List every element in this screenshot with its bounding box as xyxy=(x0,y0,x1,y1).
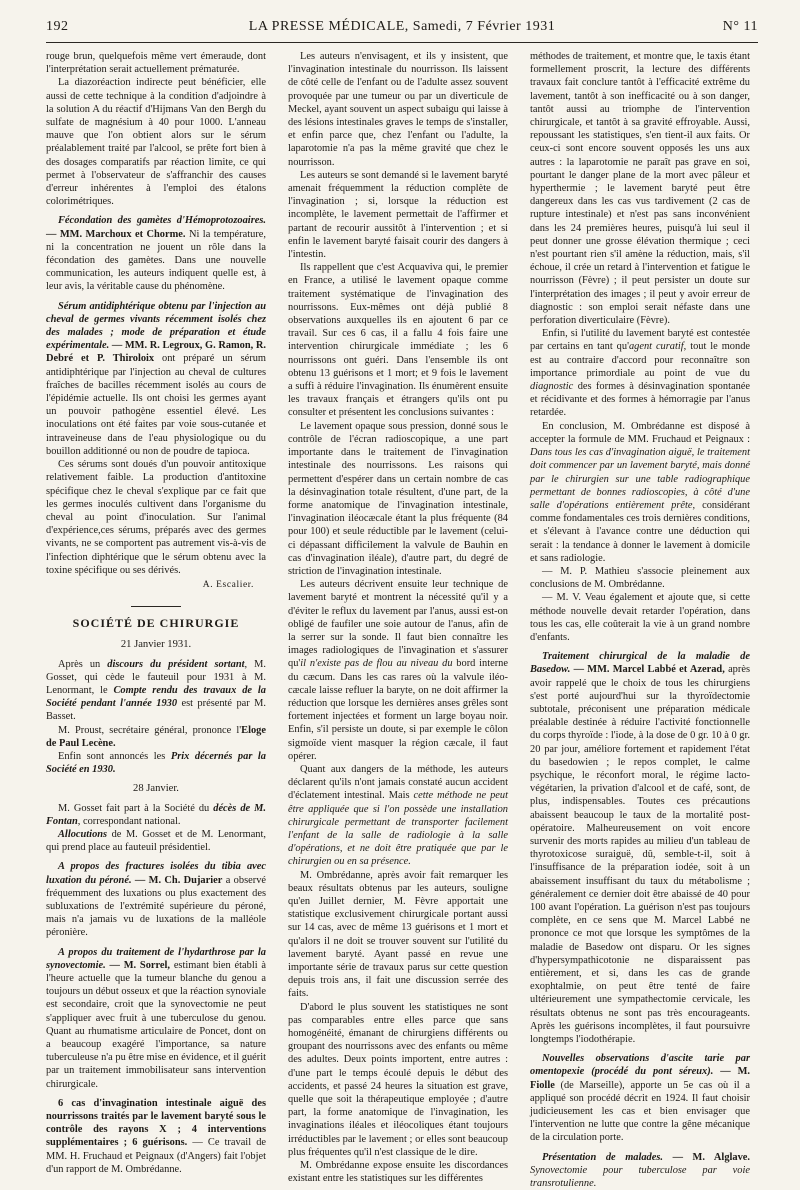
text: est présenté par M. Basset. xyxy=(46,698,266,723)
communication xyxy=(46,946,266,1091)
issue-number: N° 11 xyxy=(722,19,758,34)
paragraph: La diazoréaction indirecte peut bénéficier, elle aussi de cette technique à la condition d'adjoindre à la solution A du réactif d'Hijmans Van den Bergh du sulfate de magnésium à 40 pour 1000. L'anneau mauve que l'on obtient alors sur le sérum préalablement traité par l'alcool, se prête fort bien à des dosages comparatifs par réaction limite, ce qui permet à l'observateur de s'affranchir des causes d'erreur inhérentes à l'emploi des étalons colorimétriques. xyxy=(46,77,266,208)
paragraph: — M. V. Veau également et ajoute que, si cette méthode nouvelle devait retarder l'opération, dans tous les cas, elle coûterait la vie à un grand nombre d'enfants. xyxy=(530,592,750,643)
communication-authors: — M. Ch. Dujarier xyxy=(131,874,223,886)
communication-authors: — MM. Marchoux et Chorme. xyxy=(46,228,186,240)
column-1 xyxy=(46,50,267,1175)
paragraph: Les auteurs n'envisagent, et ils y insistent, que l'invagination intestinale du nourrisson. Ils laissent de côté celle de l'enfant ou de l'adulte assez souvent provoquée par une tumeur ou par un diverticule de Meckel, ayant souvent un aspect subaigu qui laisse à des lésions intestinales graves le temps de s'installer, et enfin parce que, chez l'enfant ou l'adulte, la laparotomie n'a pas la même gravité que chez le nourrisson. xyxy=(288,51,508,168)
paragraph xyxy=(46,658,266,724)
communication-text: estimant bien établi à l'heure actuelle que la tumeur blanche du genou a toujours un début osseux et que la réaction synoviale est secondaire, croit que la synovectomie ne peut s'appliquer avec fruit à une tuberculose du genou. Quant au rhumatisme articulaire de Poncet, dont on a beaucoup exagéré l'importance, sa nature tuberculeuse n'a pu être mise en évidence, et il guérit par un traitement immobilisateur sans intervention chirurgicale. xyxy=(46,959,266,1090)
text: considérant comme fondamentales ces trois dernières conditions, et s'élevant à l'avance contre une déduction qui serait : la tendance à donner le lavement à domicile et sans radiologie. xyxy=(530,499,750,564)
communication xyxy=(530,1151,750,1190)
paragraph xyxy=(530,420,750,565)
communication-title: A propos du traitement de l'hydarthrose par la synovectomie. xyxy=(46,946,266,971)
text: Les auteurs décrivent ensuite leur technique de lavement baryté et montrent la nécessité qu'il y a d'éviter le reflux du lavement par l'anus, aussi est-on obligé de faufiler une soie autour de l'anus, afin de la serrer sur la sonde. Il faut bien connaître les images radiologiques de l'invagination et s'assurer qu' xyxy=(288,579,508,670)
communication-text: — Ce travail de MM. H. Fruchaud et Peignaux (d'Angers) fait l'objet d'un rapport de M. Ombrédanne. xyxy=(46,1137,266,1175)
text: Quant aux dangers de la méthode, les auteurs déclarent qu'ils n'ont jamais constaté aucun accident d'éclatement intestinal. Mais xyxy=(288,763,508,802)
paragraph xyxy=(46,724,266,750)
text: Enfin, si l'utilité du lavement baryté est contestée par certains en tant qu' xyxy=(530,328,750,353)
communication-title: Sérum antidiphtérique obtenu par l'injection au cheval de germes vivants récemment isolés chez des malades ; mode de préparation et étude expérimentale. xyxy=(46,300,266,352)
text: Allocutions xyxy=(58,828,108,840)
text: Eloge de Paul Lecène. xyxy=(46,724,266,749)
paragraph: Ils rappellent que c'est Acquaviva qui, le premier en France, a utilisé le lavement opaque comme traitement systématique de l'invagination des nourrissons. Eux-mêmes ont déjà publié 8 observations auxquelles ils en ajoutent 6 par ce travail. Sur ces 6 cas, il a fallu 4 fois faire une intervention chirurgicale immédiate ; les 6 nourrissons ont guéri. Dans l'ensemble ils ont obtenu 13 guérisons et 1 mort; et 9 fois le lavement a suffi à réduire l'invagination. Ils énumèrent ensuite les travaux français et étrangers qu'ils ont pu consulter et présentent les conclusions suivantes : xyxy=(288,262,508,419)
text: , correspondant national. xyxy=(77,815,181,827)
paragraph: Les auteurs se sont demandé si le lavement baryté amenait fréquemment la réduction complète de l'invagination ; si, lorsque la réduction est incomplète, le lavement permettait de l'affirmer et partant de recourir aussitôt à l'intervention ; et si enfin le lavement baryté faisait courir des dangers à l'intestin. xyxy=(288,169,508,261)
communication-text: a observé fréquemment des luxations ou plus exactement des subluxations de l'extrémité supérieure du péroné, mais n'a jamais vu de luxations de la malléole péronière. xyxy=(46,874,266,939)
paragraph: rouge brun, quelquefois même vert émeraude, dont l'interprétation serait actuellement prématurée. xyxy=(46,51,266,76)
paragraph: M. Ombrédanne, après avoir fait remarquer les beaux résultats obtenus par les auteurs, souligne qu'en Juillet dernier, M. Fèvre apportait une statistique exclusivement chirurgicale portant aussi sur 14 cas, avec de même 13 guérisons et 1 mort et qu'alors il ne doit se trouver souvent sur l'utilité du lavement baryté. Ayant passé en revue une importante série de travaux parus sur cette question depuis trois ans, il fait une discussion serrée des faits. xyxy=(288,869,508,1000)
communication xyxy=(46,860,266,939)
communication-authors: — M. Sorrel, xyxy=(105,959,171,971)
text: Après un xyxy=(58,658,108,670)
communication xyxy=(530,650,750,1046)
page-header xyxy=(46,16,758,43)
paragraph xyxy=(530,327,750,419)
column-2 xyxy=(288,50,508,1185)
journal-title: LA PRESSE MÉDICALE, Samedi, 7 Février 1931 xyxy=(248,19,556,34)
author-signature: A. Escalier. xyxy=(202,579,254,590)
text: , tout le monde est au contraire d'accord pour reconnaître son importance primordiale au point de vue du xyxy=(530,341,750,379)
paragraph xyxy=(46,802,266,828)
text: cette méthode ne peut être appliquée que si l'on possède une installation chirurgicale permettant de transporter facilement l'enfant de la salle de radiologie à la salle d'opérations, et ne doit être pratiquée que par le chirurgien ou en sa présence. xyxy=(288,790,508,868)
paragraph: Le lavement opaque sous pression, donné sous le contrôle de l'écran radioscopique, a une part importante dans le traitement de l'invagination intestinale des nourrissons. Les raisons qui permettent d'espérer dans un certain nombre de cas la désinvagination totale résultent, d'une part, de la forme anatomique de l'invagination intestinale, l'invagination iléocæcale étant la plus fréquente (84 pour 100) et seule réductible par le lavement (celui-ci dépassant difficilement la valvule de Bauhin en cas d'invagination iléale), d'autre part, du degré de striction de l'invagination intestinale. xyxy=(288,420,508,577)
page-number: 192 xyxy=(46,19,69,34)
paragraph xyxy=(288,578,508,763)
communication xyxy=(46,300,266,458)
text: agent curatif xyxy=(628,341,684,353)
paragraph: D'abord le plus souvent les statistiques ne sont pas comparables entre elles parce que sans homogénéité, émanant de chirurgiens différents ou groupant des nourrissons avec des enfants ou même des adultes. Deux points importent, entre autres : d'une part le temps écoulé depuis le début des accidents, et passé 24 heures la situation est grave, quelle que soit la thérapeutique employée ; d'autre part, la forme anatomique de l'invagination, les invaginations iléales et iléocoliques étant toujours irréductibles par le lavement ; or elles sont beaucoup plus fréquentes qu'il n'est classique de le dire. xyxy=(288,1001,508,1158)
communication-title: Traitement chirurgical de la maladie de Basedow. xyxy=(530,651,750,676)
text: , M. Gosset, qui cède le fauteuil pour 1931 à M. Lenormant, le xyxy=(46,658,266,696)
text: il n'existe pas de flou au niveau du xyxy=(300,658,453,670)
communication-title: Nouvelles observations d'ascite tarie par omentopexie (procédé du pont séreux). xyxy=(530,1053,750,1078)
paragraph: M. Ombrédanne expose ensuite les discordances existant entre les statistiques sur les différentes xyxy=(288,1160,508,1185)
communication xyxy=(530,1052,750,1144)
communication-text: (de Marseille), apporte un 5e cas où il a appliqué son procédé décrit en 1924. Il faut choisir judicieusement les cas et bien envisager que l'intervention ne lutte que contre la gêne mécanique de la circulation porte. xyxy=(530,1079,750,1144)
paragraph xyxy=(46,828,266,854)
text: bord interne du cæcum. Dans les cas rares où la valvule iléo-cæcale laisse refluer la baryte, on ne doit affirmer la réduction que lorsque les dernières anses grêles sont fortement injectées et forment un large boyau noir. Enfin, s'il persiste un doute, si par exemple le côlon sigmoïde vient masquer la région cæcale, il faut opérer. xyxy=(288,658,508,762)
communication-title: Présentation de malades. xyxy=(542,1151,664,1163)
paragraph xyxy=(288,763,508,869)
communication-text: Ni la température, ni la concentration ne jouent un rôle dans la fécondation des gamètes. Dans une nouvelle communication, les auteurs indiquent quelle est, à leur avis, la véritable cause du phénomène. xyxy=(46,228,266,293)
communication-text: ont préparé un sérum antidiphtérique par l'injection au cheval de cultures fraîches de bacilles récemment isolés au cours de l'épidémie actuelle. Ils ont choisi les germes ayant un pouvoir pathogène essentiel élevé. Les inoculations ont été faites par voie sous-cutanée et intraveineuse dans de l'eau physiologique ou du bouillon additionné ou non de poudre de tapioca. xyxy=(46,353,266,457)
communication xyxy=(46,1097,266,1176)
paragraph: méthodes de traitement, et montre que, le taxis étant formellement proscrit, la lecture des différents travaux fait conclure tantôt à l'efficacité extrême du lavement, tantôt à son inefficacité ou à son danger, tantôt aussi au triomphe de l'intervention chirurgicale, et tantôt à sa gravité effroyable. Aussi, repoussant les statistiques, s'en tient-il aux faits. Or ceux-ci sont encore souvent opposés les uns aux autres : la laparotomie ne paraît pas grave en soi, pourtant le danger plane de la mort avec pâleur et hyperthermie ; le lavement baryté peut être dangereux dans les cas vus tardivement (2 cas de rupture intestinale) et n'est pas sans inconvénient dans les 24 premières heures, puisqu'à lui seul il peut donner une grosse élévation thermique ; ceci n'est pourtant rien s'il amène la réduction, mais, s'il échoue, il crée un retard à l'intervention et fatigue le nourrisson (Fèvre) ; il peut persister un doute sur l'interprétation des images ; il peut y avoir erreur de diagnostic : son emploi serait néfaste dans une perforation diverticulaire (Fèvre). xyxy=(530,51,750,327)
paragraph xyxy=(46,750,266,776)
paragraph: Ces sérums sont doués d'un pouvoir antitoxique relativement faible. La production d'antitoxine spécifique chez le cheval s'explique par ce fait que les germes inoculés cultivent dans l'organisme du cheval au point d'inoculation. Sur l'animal d'expérience,ces sérums, préparés avec des germes vivants, ne se comportent pas autrement vis-à-vis de l'infection diphtérique que le sérum obtenu avec la toxine spécifique ou ses dérivés. xyxy=(46,459,266,576)
paragraph: — M. P. Mathieu s'associe pleinement aux conclusions de M. Ombrédanne. xyxy=(530,565,750,591)
column-3 xyxy=(530,50,751,1190)
communication-title: A propos des fractures isolées du tibia avec luxation du péroné. xyxy=(46,861,266,886)
communication-authors: — MM. R. Legroux, G. Ramon, R. Debré et P. Thiroloix xyxy=(46,340,266,365)
communication-text: après avoir rappelé que le choix de tous les chirurgiens s'est porté aujourd'hui sur la thyroïdectomie subtotale, préconisent une préparation médicale préalable destinée à réduire l'activité fonctionnelle du corps thyroïde : l'iode, à la dose de 0 gr. 10 à 0 gr. 20 par jour, améliore fortement et rapidement l'état du basedowien ; le repos complet, le calme psychique, le réconfort moral, le régime lacto-végétarien, la privation d'alcool et de café, sont, de plus, indispensables. Toutes ces précautions abaissent beaucoup le taux de la mortalité post-opératoire. Malheureusement on voit encore survenir des morts rapides au milieu d'un tableau de thyrotoxicose suraiguë, dû, semble-t-il, soit à l'insuffisance de la préparation iodée, soit à un abaissement insuffisant du taux du métabolisme ; généralement ce dernier doit être abaissé de 40 pour 100 avant l'opération. La guérison n'est pas toujours complète, en ce sens que M. Marcel Labbé ne prononce ce mot que lorsque les symptômes de la maladie de Basedow ont disparu. Or les signes d'hypersympathicotonie ne disparaissent pas entièrement, et si, dans les cas de grande exophtalmie, on peut être tenté de faire ultérieurement une sympathectomie cervicale, les résultats obtenus ne sont pas très encourageants. Après les guérisons incomplètes, il faut poursuivre longtemps l'iodothérapie. xyxy=(530,664,750,1046)
communication-text: Synovectomie pour tuberculose par voie transrotulienne. xyxy=(530,1164,750,1190)
communication-title: 6 cas d'invagination intestinale aiguë des nourrissons traités par le lavement baryté sous le contrôle des rayons X ; 4 interventions supplémentaires ; 6 guérisons. xyxy=(46,1097,266,1149)
text: Dans tous les cas d'invagination aiguë, le traitement doit commencer par un lavement baryté, mais donné par le chirurgien sur une table radiographique permettant de bonnes radioscopies, à côté d'une salle d'opérations entièrement prête, xyxy=(530,447,750,511)
text: Prix décernés par la Société en 1930. xyxy=(46,750,267,776)
text: discours du président sortant xyxy=(107,658,245,670)
text: M. Gosset fait part à la Société du xyxy=(58,802,214,814)
text: décès de M. Fontan xyxy=(46,802,266,827)
communication-authors: — MM. Marcel Labbé et Azerad, xyxy=(570,664,725,676)
text: Compte rendu des travaux de la Société pendant l'année 1930 xyxy=(46,684,266,710)
section-title: SOCIÉTÉ DE CHIRURGIE xyxy=(72,616,240,631)
session-date: 28 Janvier. xyxy=(133,783,179,795)
text: Enfin sont annoncés les xyxy=(58,750,171,762)
text: diagnostic xyxy=(530,381,574,393)
text: M. Proust, secrétaire général, prononce l' xyxy=(58,724,242,736)
communication xyxy=(46,214,266,293)
communication-authors: — M. Alglave. xyxy=(663,1151,751,1163)
section-divider xyxy=(131,606,181,607)
text: des formes à désinvagination spontanée et récidivante et des formes à hémorragie par l'anus retardée. xyxy=(530,381,750,419)
communication-title: Fécondation des gamètes d'Hémoprotozoaires. xyxy=(58,215,266,227)
session-date: 21 Janvier 1931. xyxy=(120,639,192,651)
text: En conclusion, M. Ombrédanne est disposé à accepter la formule de MM. Fruchaud et Peignaux : xyxy=(530,420,750,445)
text: de M. Gosset et de M. Lenormant, qui prend place au fauteuil présidentiel. xyxy=(46,828,266,854)
communication-authors: — M. Fiolle xyxy=(530,1066,750,1091)
